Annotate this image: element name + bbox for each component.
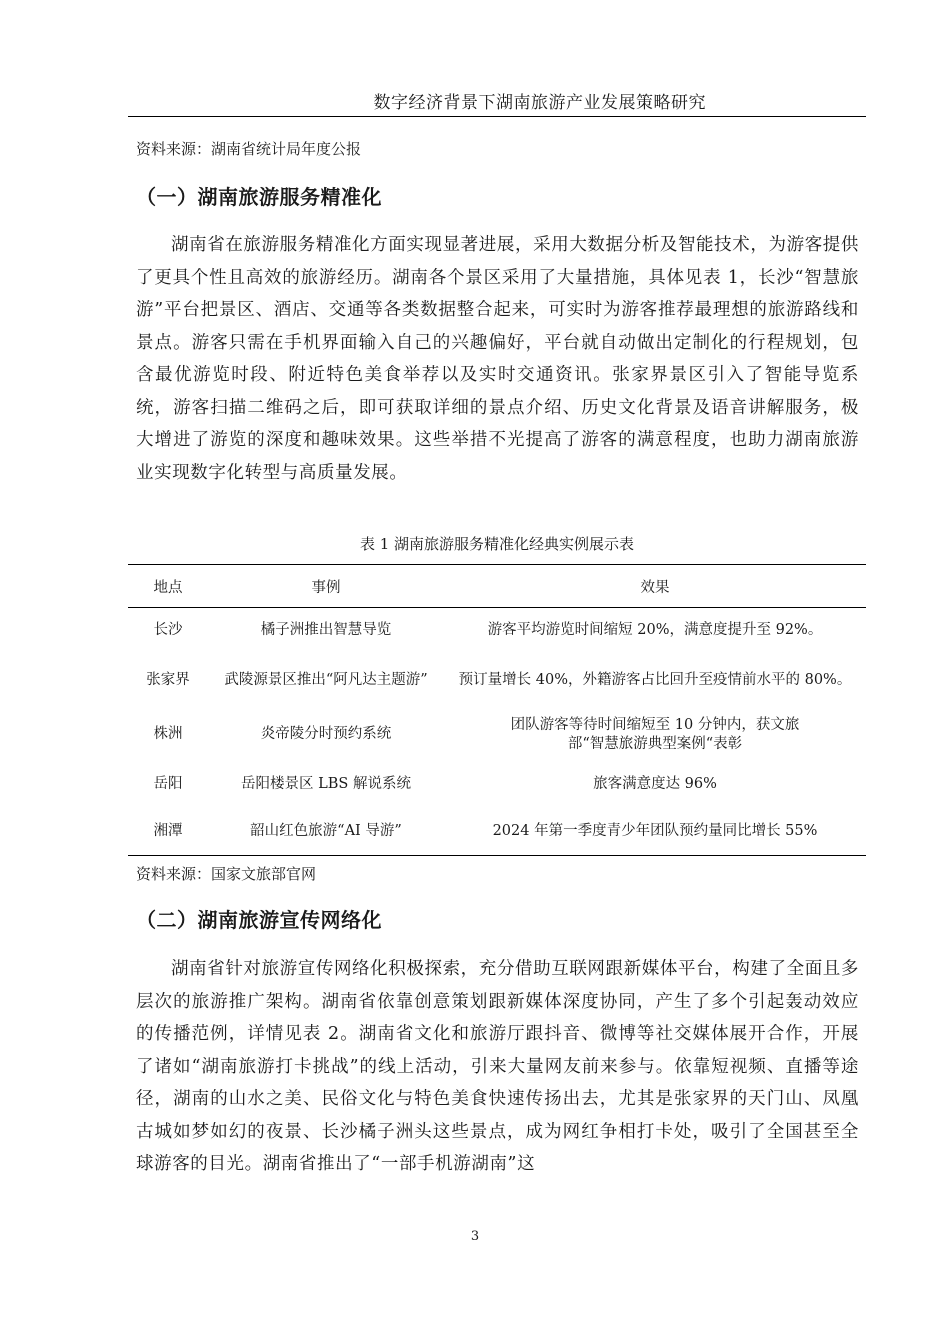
cell-effect: 游客平均游览时间缩短 20%，满意度提升至 92%。: [487, 622, 823, 639]
table-row: [128, 654, 866, 708]
page-number: 3: [470, 1229, 480, 1244]
cell-location: 岳阳: [153, 776, 183, 792]
table-row: [128, 808, 866, 856]
cell-location: 株洲: [153, 726, 183, 742]
cell-effect: 旅客满意度达 96%: [593, 776, 717, 792]
table-1: [128, 564, 866, 856]
cell-effect: 预订量增长 40%，外籍游客占比回升至疫情前水平的 80%。: [458, 672, 852, 688]
table-1-source: 资料来源：国家文旅部官网: [136, 865, 317, 883]
header-location: 地点: [153, 579, 183, 596]
table-row: [128, 708, 866, 762]
cell-effect: 2024 年第一季度青少年团队预约量同比增长 55%: [492, 822, 818, 839]
header-case: 事例: [311, 579, 341, 596]
table-row: [128, 762, 866, 808]
cell-location: 长沙: [153, 622, 183, 639]
header-effect: 效果: [640, 579, 670, 596]
source-note-top: 资料来源：湖南省统计局年度公报: [136, 140, 362, 158]
section-2-heading: （二）湖南旅游宣传网络化: [136, 908, 382, 932]
cell-case: 武陵源景区推出“阿凡达主题游”: [224, 672, 428, 688]
cell-effect: 团队游客等待时间缩短至 10 分钟内，获文旅部“智慧旅游典型案例“表彰: [510, 716, 800, 752]
table-header-row: [128, 565, 866, 608]
cell-case: 橘子洲推出智慧导览: [260, 622, 392, 639]
cell-case: 韶山红色旅游“AI 导游”: [250, 822, 402, 839]
section-1-heading: （一）湖南旅游服务精准化: [136, 185, 382, 209]
cell-case: 岳阳楼景区 LBS 解说系统: [241, 776, 411, 792]
section-1-paragraph: 湖南省在旅游服务精准化方面实现显著进展，采用大数据分析及智能技术，为游客提供了更具个性且高效的旅游经历。湖南各个景区采用了大量措施，具体见表 1，长沙“智慧旅游”平台把景区、酒店、交通等各类数据整合起来，可实时为游客推荐最理想的旅游路线和景点。游客只需在手机界面输入自己的兴趣偏好，平台就自动做出定制化的行程规划，包含最优游览时段、附近特色美食举荐以及实时交通资讯。张家界景区引入了智能导览系统，游客扫描二维码之后，即可获取详细的景点介绍、历史文化背景及语音讲解服务，极大增进了游览的深度和趣味效果。这些举措不光提高了游客的满意程度，也助力湖南旅游业实现数字化转型与高质量发展。: [136, 235, 859, 483]
cell-case: 炎帝陵分时预约系统: [260, 726, 392, 742]
page-header: [128, 90, 866, 117]
table-1-caption: 表 1 湖南旅游服务精准化经典实例展示表: [359, 535, 635, 553]
header-title: 数字经济背景下湖南旅游产业发展策略研究: [373, 93, 706, 113]
cell-location: 张家界: [146, 672, 190, 688]
table-row: [128, 608, 866, 654]
cell-location: 湘潭: [153, 822, 183, 839]
section-2-paragraph: 湖南省针对旅游宣传网络化积极探索，充分借助互联网跟新媒体平台，构建了全面且多层次的旅游推广架构。湖南省依靠创意策划跟新媒体深度协同，产生了多个引起轰动效应的传播范例，详情见表 2。湖南省文化和旅游厅跟抖音、微博等社交媒体展开合作，开展了诸如“湖南旅游打卡挑战”的线上活动，引来大量网友前来参与。依靠短视频、直播等途径，湖南的山水之美、民俗文化与特色美食快速传扬出去，尤其是张家界的天门山、凤凰古城如梦如幻的夜景、长沙橘子洲头这些景点，成为网红争相打卡处，吸引了全国甚至全球游客的目光。湖南省推出了“一部手机游湖南”这: [136, 959, 859, 1174]
